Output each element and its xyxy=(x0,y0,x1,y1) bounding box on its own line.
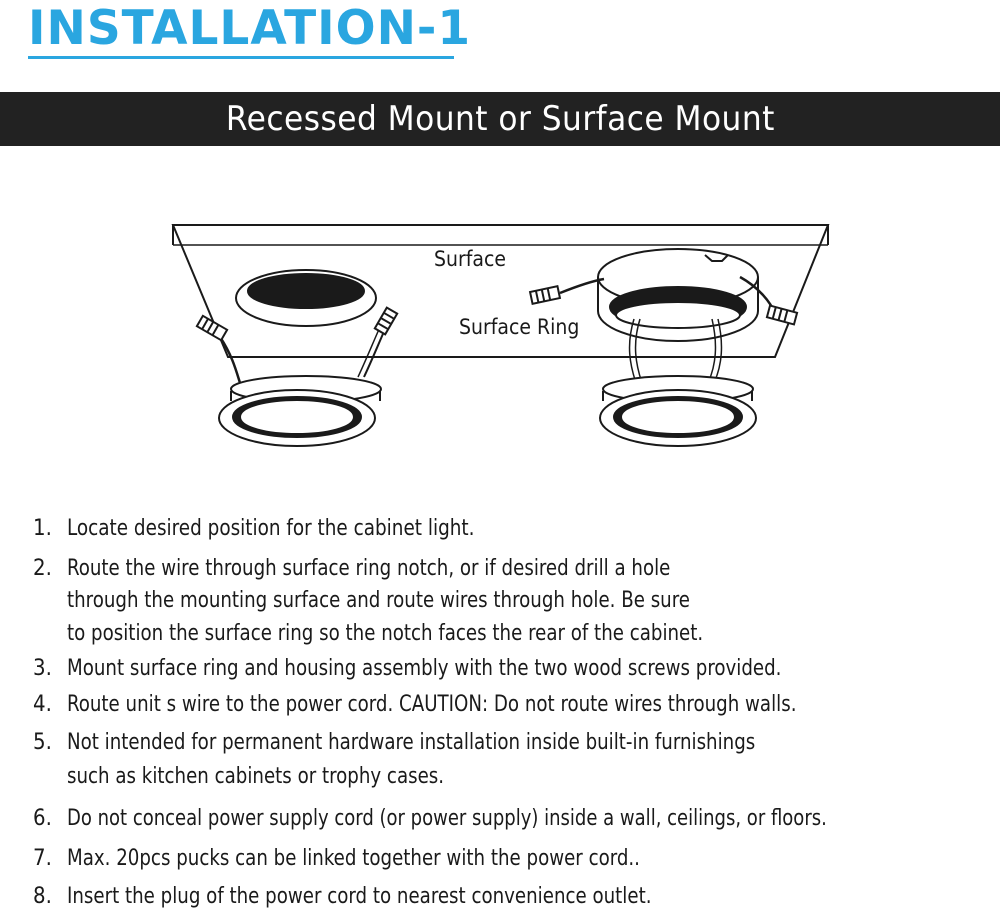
step-text: Insert the plug of the power cord to nearest convenience outlet. xyxy=(67,884,652,909)
step-number: 7. xyxy=(33,846,52,871)
step-text: such as kitchen cabinets or trophy cases. xyxy=(67,764,445,789)
installation-diagram xyxy=(0,215,1000,475)
page-title: INSTALLATION-1 xyxy=(28,1,472,56)
step-text: Not intended for permanent hardware installation inside built-in furnishings xyxy=(67,730,756,755)
step-number: 5. xyxy=(33,730,52,755)
surface-ring xyxy=(598,249,758,341)
step-number: 1. xyxy=(33,516,52,541)
step-text: through the mounting surface and route wires through hole. Be sure xyxy=(67,588,690,613)
step-number: 6. xyxy=(33,806,52,831)
step-number: 8. xyxy=(33,884,52,909)
step-text: Mount surface ring and housing assembly with the two wood screws provided. xyxy=(67,656,782,681)
step-text: Max. 20pcs pucks can be linked together with the power cord.. xyxy=(67,846,640,871)
section-banner xyxy=(0,92,1000,146)
right-puck-light xyxy=(600,376,756,446)
step-number: 3. xyxy=(33,656,52,681)
title-underline xyxy=(28,56,454,59)
left-puck-light xyxy=(219,376,381,446)
step-number: 2. xyxy=(33,556,52,581)
label-surface: Surface xyxy=(434,247,507,271)
step-text: Route unit s wire to the power cord. CAUTION: Do not route wires through walls. xyxy=(67,692,797,717)
step-text: to position the surface ring so the notch faces the rear of the cabinet. xyxy=(67,621,704,646)
step-text: Locate desired position for the cabinet light. xyxy=(67,516,475,541)
step-text: Do not conceal power supply cord (or power supply) inside a wall, ceilings, or floors. xyxy=(67,806,827,831)
banner-title: Recessed Mount or Surface Mount xyxy=(225,99,775,139)
step-text: Route the wire through surface ring notch, or if desired drill a hole xyxy=(67,556,671,581)
step-number: 4. xyxy=(33,692,52,717)
label-surface-ring: Surface Ring xyxy=(459,315,580,339)
